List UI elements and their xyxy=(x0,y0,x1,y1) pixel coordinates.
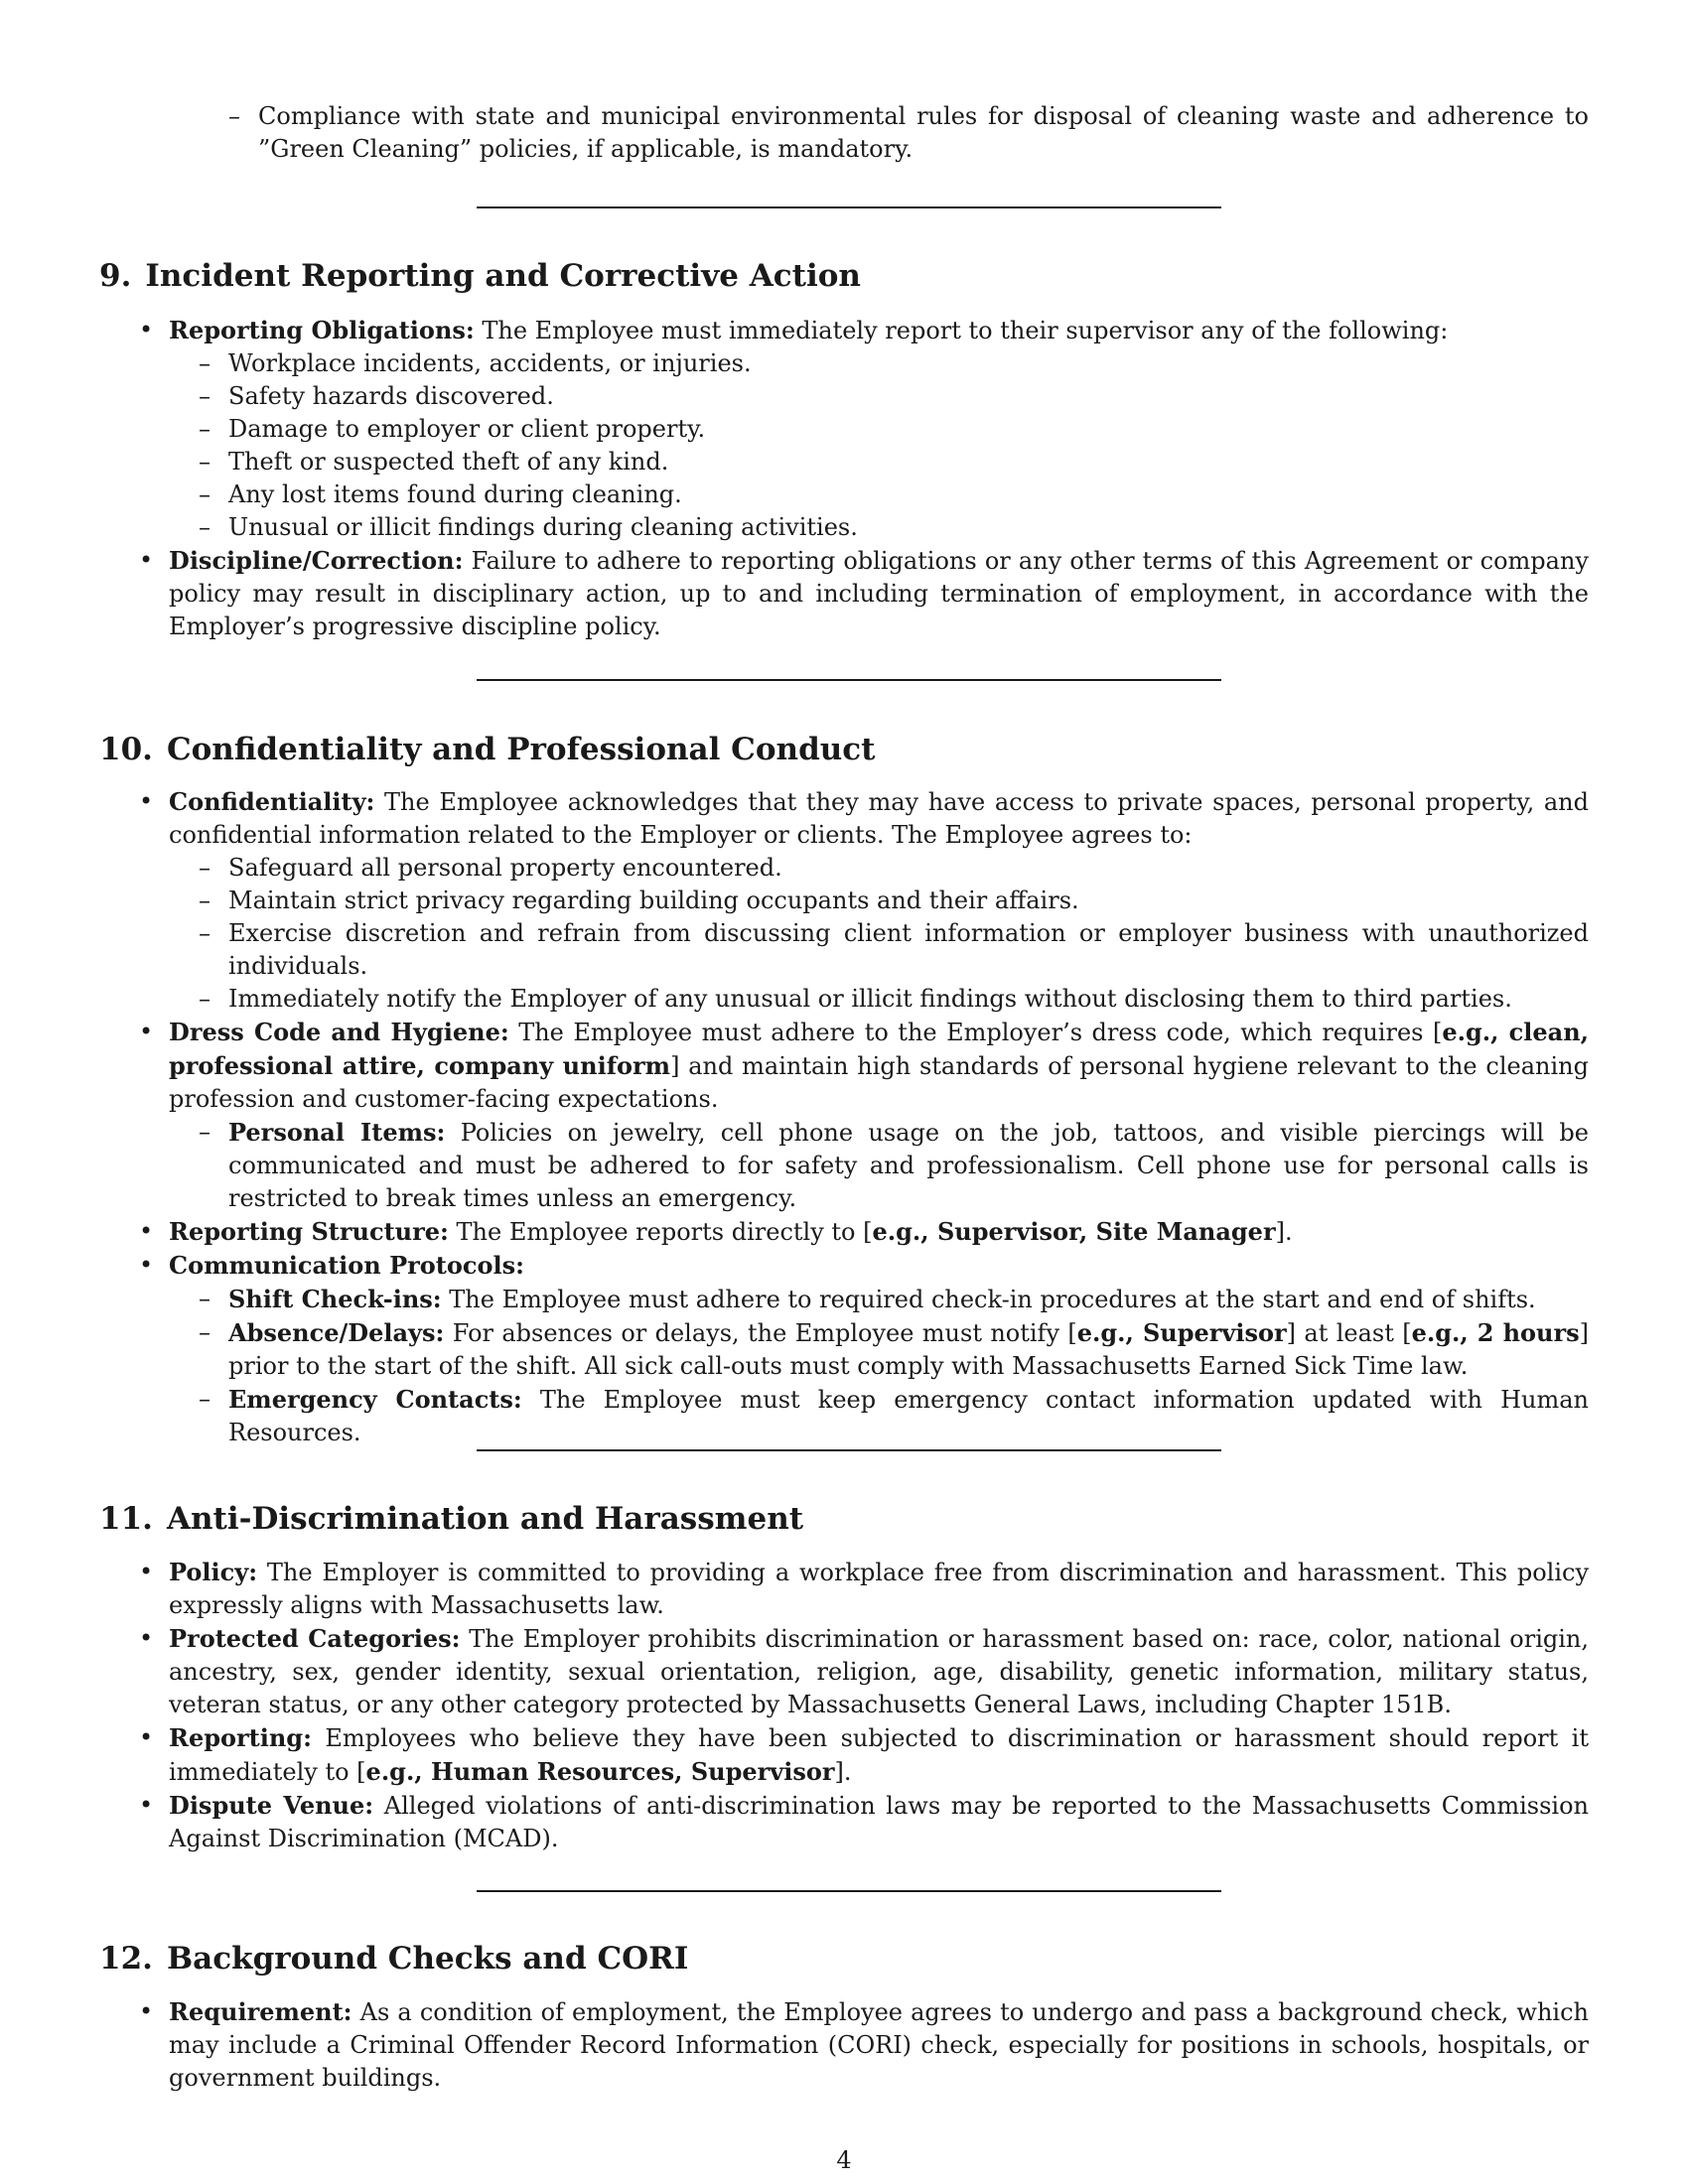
sub-item-label: Personal Items: xyxy=(228,1118,446,1147)
list-item xyxy=(99,314,1589,347)
dash-marker: – xyxy=(199,513,211,541)
section-divider xyxy=(477,1890,1221,1892)
section-title: Incident Reporting and Corrective Action xyxy=(145,258,861,294)
sub-item-text: Safeguard all personal property encountered. xyxy=(228,854,782,882)
sub-item xyxy=(99,917,1589,983)
sub-item xyxy=(99,347,1589,380)
sub-item-text: Exercise discretion and refrain from discussing client information or employer business with unauthorized individuals. xyxy=(228,919,1589,980)
dash-marker: – xyxy=(228,102,240,130)
bullet-marker: • xyxy=(139,1624,154,1652)
item-text: The Employee must adhere to the Employer’s dress code, which requires [ xyxy=(518,1019,1443,1046)
bullet-marker: • xyxy=(139,546,154,574)
item-label: Policy: xyxy=(169,1558,258,1586)
section-divider xyxy=(477,1449,1221,1451)
sub-item xyxy=(99,852,1589,885)
sub-item xyxy=(99,1116,1589,1215)
section-heading xyxy=(99,1499,803,1539)
sub-item xyxy=(99,1316,1589,1383)
placeholder-text: e.g., Supervisor, Site Manager xyxy=(872,1217,1276,1246)
sub-item xyxy=(99,446,1589,478)
section-divider xyxy=(477,679,1221,681)
sub-item-text: Immediately notify the Employer of any unusual or illicit findings without disclosing them to third parties. xyxy=(228,985,1512,1013)
sub-item-text: Any lost items found during cleaning. xyxy=(228,480,682,508)
item-text: The Employee must immediately report to their supervisor any of the following: xyxy=(482,317,1449,344)
item-label: Reporting Structure: xyxy=(169,1217,449,1246)
item-text: ]. xyxy=(1275,1218,1293,1246)
sub-item-text: Unusual or illicit findings during cleaning activities. xyxy=(228,513,858,541)
dash-marker: – xyxy=(199,1385,211,1413)
dash-marker: – xyxy=(199,382,211,410)
sub-item-text: Theft or suspected theft of any kind. xyxy=(228,448,669,476)
item-label: Protected Categories: xyxy=(169,1624,461,1653)
dash-marker: – xyxy=(199,919,211,947)
item-label: Reporting Obligations: xyxy=(169,316,475,344)
item-text: The Employee reports directly to [ xyxy=(456,1218,873,1246)
item-text: As a condition of employment, the Employee agrees to undergo and pass a background check, which may include a Criminal Offender Record Information (CORI) check, especially for positions in schools, hospitals, or government buildings. xyxy=(169,1998,1589,2092)
sub-item xyxy=(99,1383,1589,1449)
bullet-marker: • xyxy=(139,787,154,815)
sub-item xyxy=(99,885,1589,917)
section-list xyxy=(99,1556,1589,1855)
section-number: 10. xyxy=(99,732,153,767)
list-item xyxy=(99,1721,1589,1789)
item-text: Employees who believe they have been subjected to discrimination or harassment should report it immediately to [ xyxy=(169,1724,1589,1786)
section-title: Background Checks and CORI xyxy=(166,1941,689,1977)
sub-item-text: ] prior to the start of the shift. All sick call-outs must comply with Massachusetts Earned Sick Time law. xyxy=(228,1319,1590,1380)
dash-marker: – xyxy=(199,1285,211,1312)
section-divider xyxy=(477,206,1221,208)
continued-list-item xyxy=(228,100,1589,166)
list-item xyxy=(99,1995,1589,2095)
section-list xyxy=(99,1995,1589,2095)
sub-item-text: The Employee must keep emergency contact information updated with Human Resources. xyxy=(228,1386,1589,1446)
item-label: Dispute Venue: xyxy=(169,1791,374,1820)
bullet-marker: • xyxy=(139,1558,154,1585)
bullet-marker: • xyxy=(139,316,154,343)
dash-marker: – xyxy=(199,854,211,882)
sub-item xyxy=(99,478,1589,511)
list-item xyxy=(99,1789,1589,1855)
section-number: 9. xyxy=(99,258,132,294)
dash-marker: – xyxy=(199,887,211,914)
item-text: The Employer is committed to providing a workplace free from discrimination and harassment. This policy expressly aligns with Massachusetts law. xyxy=(169,1559,1590,1619)
dash-marker: – xyxy=(199,448,211,476)
sub-item-text: For absences or delays, the Employee must notify [ xyxy=(452,1319,1077,1347)
list-item-text: Compliance with state and municipal environmental rules for disposal of cleaning waste and adherence to ”Green Cleaning” policies, if applicable, is mandatory. xyxy=(258,102,1589,163)
bullet-marker: • xyxy=(139,1217,154,1245)
section-title: Confidentiality and Professional Conduct xyxy=(166,732,876,767)
sub-item-text: Safety hazards discovered. xyxy=(228,382,554,410)
dash-marker: – xyxy=(199,349,211,377)
list-item xyxy=(99,1556,1589,1622)
section-list xyxy=(99,314,1589,643)
bullet-marker: • xyxy=(139,1018,154,1045)
dash-marker: – xyxy=(199,415,211,443)
section-heading xyxy=(99,730,875,769)
placeholder-text: e.g., Supervisor xyxy=(1076,1318,1287,1347)
section-heading xyxy=(99,256,861,296)
section-number: 11. xyxy=(99,1501,153,1537)
list-item xyxy=(99,1016,1589,1116)
sub-item-label: Absence/Delays: xyxy=(228,1318,445,1347)
page-number: 4 xyxy=(836,2146,852,2174)
sub-item-text: Maintain strict privacy regarding building occupants and their affairs. xyxy=(228,887,1079,914)
list-item xyxy=(99,544,1589,643)
item-label: Reporting: xyxy=(169,1723,312,1752)
item-text: The Employee acknowledges that they may have access to private spaces, personal property, and confidential information related to the Employer or clients. The Employee agrees to: xyxy=(169,788,1590,849)
item-label: Requirement: xyxy=(169,1997,352,2026)
bullet-marker: • xyxy=(139,1723,154,1751)
list-item xyxy=(99,1622,1589,1721)
list-item xyxy=(99,1249,1589,1283)
section-heading xyxy=(99,1939,688,1979)
dash-marker: – xyxy=(199,1118,211,1146)
sub-item xyxy=(99,413,1589,446)
section-title: Anti-Discrimination and Harassment xyxy=(166,1501,804,1537)
item-label: Communication Protocols: xyxy=(169,1251,524,1280)
bullet-marker: • xyxy=(139,1791,154,1819)
placeholder-text: e.g., clean, professional attire, company uniform xyxy=(169,1018,1590,1080)
item-label: Confidentiality: xyxy=(169,787,375,816)
placeholder-text: e.g., 2 hours xyxy=(1411,1318,1580,1347)
sub-item-label: Shift Check-ins: xyxy=(228,1285,442,1313)
sub-item-text: Damage to employer or client property. xyxy=(228,415,706,443)
sub-item xyxy=(99,380,1589,413)
bullet-marker: • xyxy=(139,1251,154,1279)
item-text: ] and maintain high standards of personal hygiene relevant to the cleaning profession and customer-facing expectations. xyxy=(169,1052,1589,1113)
sub-item-text: The Employee must adhere to required check-in procedures at the start and end of shifts. xyxy=(449,1286,1536,1313)
list-item xyxy=(99,785,1589,852)
sub-item xyxy=(99,511,1589,544)
item-text: Failure to adhere to reporting obligations or any other terms of this Agreement or company policy may result in disciplinary action, up to and including termination of employment, in accordance with the Employer’s progressive discipline policy. xyxy=(169,547,1589,640)
item-text: ]. xyxy=(834,1758,852,1786)
item-label: Discipline/Correction: xyxy=(169,546,464,575)
sub-item-label: Emergency Contacts: xyxy=(228,1385,522,1414)
dash-marker: – xyxy=(199,1318,211,1346)
list-item xyxy=(99,1215,1589,1249)
placeholder-text: e.g., Human Resources, Supervisor xyxy=(365,1757,835,1786)
sub-item-text: Workplace incidents, accidents, or injuries. xyxy=(228,349,752,377)
sub-item-text: ] at least [ xyxy=(1286,1319,1412,1347)
dash-marker: – xyxy=(199,985,211,1013)
section-number: 12. xyxy=(99,1941,153,1977)
sub-item xyxy=(99,983,1589,1016)
item-text: Alleged violations of anti-discrimination laws may be reported to the Massachusetts Commission Against Discrimination (MCAD). xyxy=(169,1792,1589,1852)
item-label: Dress Code and Hygiene: xyxy=(169,1018,509,1046)
bullet-marker: • xyxy=(139,1997,154,2025)
section-list xyxy=(99,785,1589,1449)
sub-item xyxy=(99,1283,1589,1316)
item-text: The Employer prohibits discrimination or harassment based on: race, color, national origin, ancestry, sex, gender identity, sexual orientation, religion, age, disability, genetic information, military status, veteran status, or any other category protected by Massachusetts General Laws, including Chapter 151B. xyxy=(169,1625,1590,1718)
sub-item-text: Policies on jewelry, cell phone usage on the job, tattoos, and visible piercings will be communicated and must be adhered to for safety and professionalism. Cell phone use for personal calls is restricted to break times unless an emergency. xyxy=(228,1119,1589,1212)
dash-marker: – xyxy=(199,480,211,508)
